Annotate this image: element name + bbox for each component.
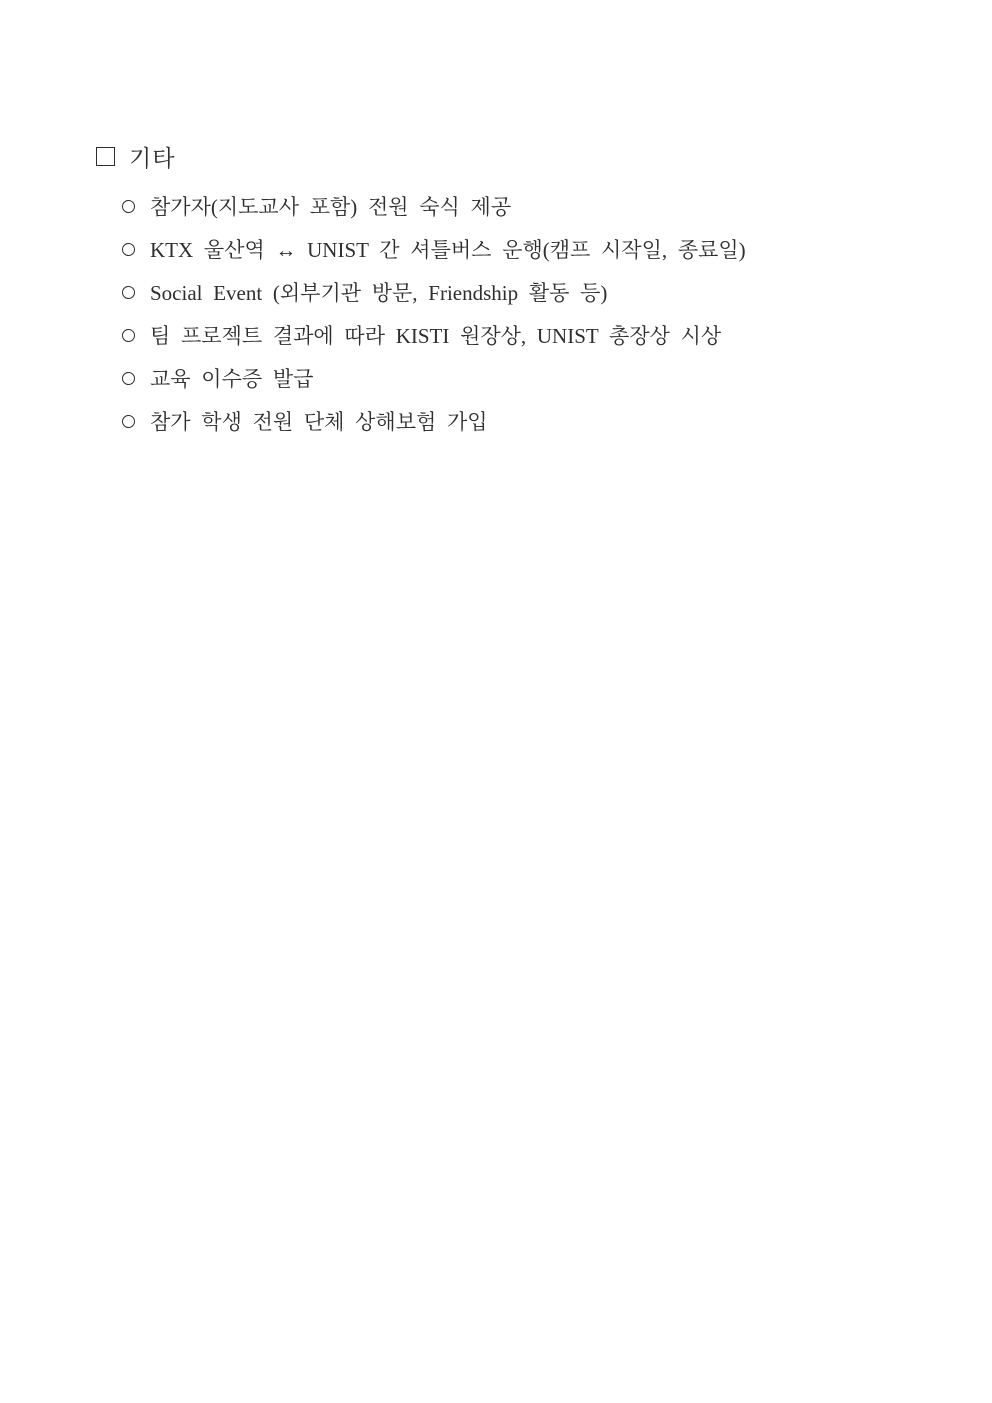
list-item — [122, 197, 932, 218]
list-item-text: 참가자(지도교사 포함) 전원 숙식 제공 — [150, 195, 512, 219]
list-item-text: KTX 울산역 ↔ UNIST 간 셔틀버스 운행(캠프 시작일, 종료일) — [150, 238, 746, 262]
list-item — [122, 283, 932, 304]
section-heading — [96, 140, 932, 173]
circle-bullet-icon — [122, 200, 135, 213]
circle-bullet-icon — [122, 372, 135, 385]
list-item-text: 참가 학생 전원 단체 상해보험 가입 — [150, 410, 488, 434]
section-heading-label: 기타 — [129, 146, 176, 171]
circle-bullet-icon — [122, 286, 135, 299]
document-content — [96, 140, 932, 455]
list-item-text: 교육 이수증 발급 — [150, 367, 314, 391]
list-item — [122, 240, 932, 261]
list-item — [122, 326, 932, 347]
list-item — [122, 412, 932, 433]
circle-bullet-icon — [122, 415, 135, 428]
square-bullet-icon — [96, 147, 115, 166]
bullet-list — [96, 197, 932, 433]
list-item-text: 팀 프로젝트 결과에 따라 KISTI 원장상, UNIST 총장상 시상 — [150, 324, 722, 348]
list-item — [122, 369, 932, 390]
circle-bullet-icon — [122, 329, 135, 342]
circle-bullet-icon — [122, 243, 135, 256]
list-item-text: Social Event (외부기관 방문, Friendship 활동 등) — [150, 281, 608, 305]
